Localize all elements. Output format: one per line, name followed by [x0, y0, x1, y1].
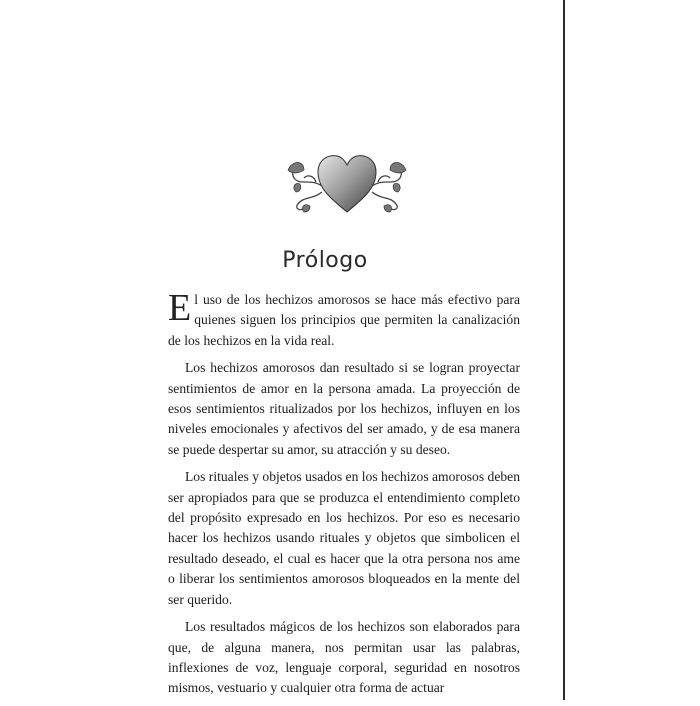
paragraph-1 [168, 287, 520, 351]
chapter-title: Prólogo [282, 248, 368, 273]
drop-cap: E [168, 287, 192, 329]
paragraph-1-text: l uso de los hechizos amorosos se hace más efectivo para quienes siguen los principios que permiten la canalización de los hechizos en la vida real. [168, 292, 520, 348]
paragraph-2: Los hechizos amorosos dan resultado si se logran proyectar sentimientos de amor en la persona amada. La proyección de esos sentimientos ritualizados por los hechizos, influyen en los niveles emocionales y afectivos del ser amado, y de esa manera se puede despertar su amor, su atracción y su deseo. [168, 360, 520, 457]
paragraph-3: Los rituales y objetos usados en los hechizos amorosos deben ser apropiados para que se produzca el entendimiento completo del propósito expresado en los hechizos. Por eso es necesario hacer los hechizos usando rituales y objetos que simbolicen el resultado deseado, el cual es hacer que la otra persona nos ame o liberar los sentimientos amorosos bloqueados en la mente del ser querido. [168, 469, 520, 607]
prologue-body [168, 287, 520, 706]
page-edge-divider [563, 0, 565, 700]
paragraph-4: Los resultados mágicos de los hechizos son elaborados para que, de alguna manera, nos permitan usar las palabras, inflexiones de voz, lenguaje corporal, seguridad en nosotros mismos, vestuario y cualquier otra forma de actuar [168, 619, 520, 696]
heart-ornament-icon [282, 148, 412, 216]
